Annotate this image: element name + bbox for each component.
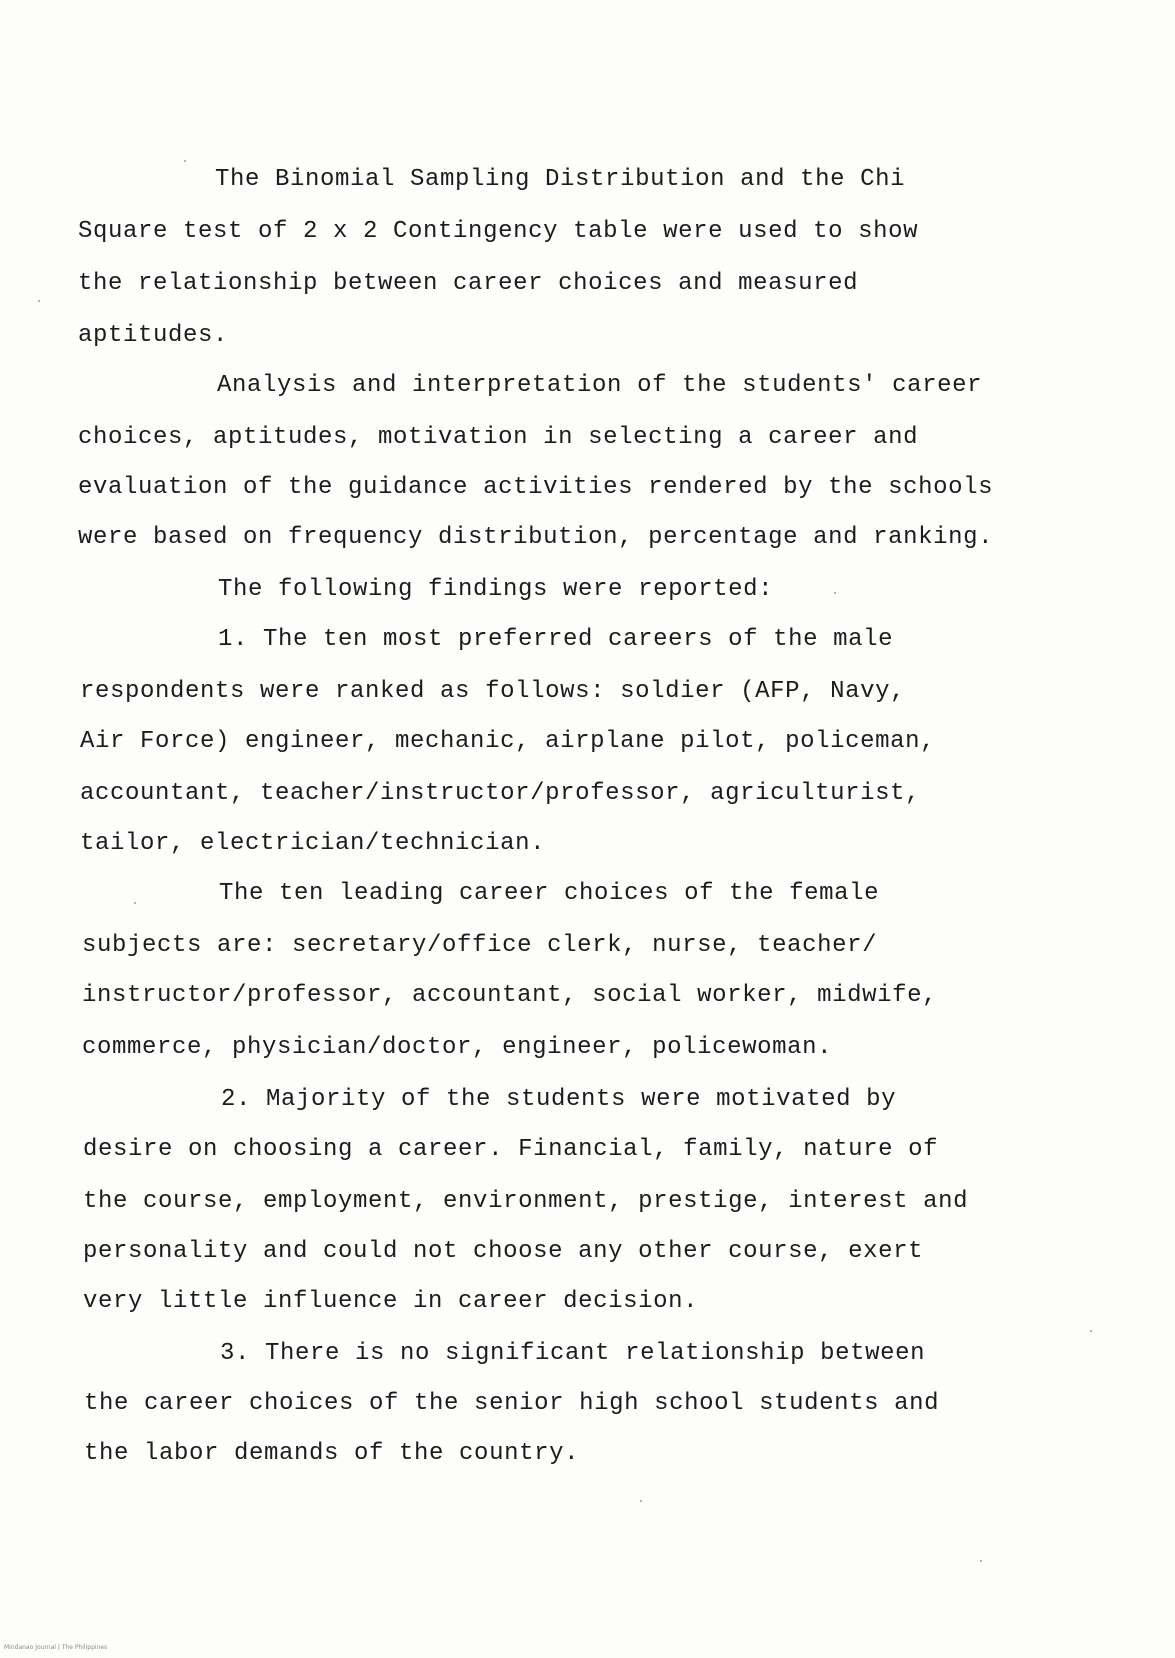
- text-line: subjects are: secretary/office clerk, nurse, teacher/: [82, 932, 878, 959]
- text-line: respondents were ranked as follows: soldier (AFP, Navy,: [80, 678, 906, 705]
- text-line: 2. Majority of the students were motivated by: [221, 1086, 897, 1113]
- text-line: Air Force) engineer, mechanic, airplane pilot, policeman,: [80, 728, 936, 755]
- text-line: commerce, physician/doctor, engineer, policewoman.: [82, 1034, 833, 1061]
- text-line: evaluation of the guidance activities rendered by the schools: [78, 474, 994, 501]
- text-line: instructor/professor, accountant, social worker, midwife,: [82, 982, 938, 1009]
- scan-speck: [980, 1560, 982, 1562]
- text-line: very little influence in career decision.: [83, 1288, 699, 1315]
- text-line: personality and could not choose any other course, exert: [83, 1238, 924, 1265]
- text-line: accountant, teacher/instructor/professor, agriculturist,: [80, 780, 921, 807]
- scan-speck: [834, 592, 836, 594]
- text-line: The ten leading career choices of the female: [219, 880, 880, 907]
- scan-speck: [640, 1500, 642, 1502]
- text-line: the labor demands of the country.: [84, 1440, 580, 1467]
- text-line: were based on frequency distribution, percentage and ranking.: [78, 524, 994, 551]
- text-line: The Binomial Sampling Distribution and the Chi: [215, 166, 906, 193]
- text-line: the course, employment, environment, prestige, interest and: [83, 1188, 969, 1215]
- text-line: choices, aptitudes, motivation in selecting a career and: [78, 424, 919, 451]
- text-line: 3. There is no significant relationship between: [220, 1340, 926, 1367]
- scan-footer-text: Mindanao Journal | The Philippines: [4, 1644, 108, 1651]
- scan-speck: [134, 902, 136, 904]
- text-line: the relationship between career choices and measured: [78, 270, 859, 297]
- text-line: Square test of 2 x 2 Contingency table were used to show: [78, 218, 919, 245]
- text-line: tailor, electrician/technician.: [80, 830, 546, 857]
- text-line: Analysis and interpretation of the students' career: [217, 372, 983, 399]
- scan-speck: [38, 300, 40, 302]
- text-line: desire on choosing a career. Financial, family, nature of: [83, 1136, 939, 1163]
- scan-speck: [184, 160, 186, 162]
- scan-speck: [1090, 1330, 1092, 1332]
- text-line: aptitudes.: [78, 322, 229, 349]
- text-line: the career choices of the senior high school students and: [84, 1390, 940, 1417]
- text-line: 1. The ten most preferred careers of the male: [218, 626, 894, 653]
- text-line: The following findings were reported:: [218, 576, 774, 603]
